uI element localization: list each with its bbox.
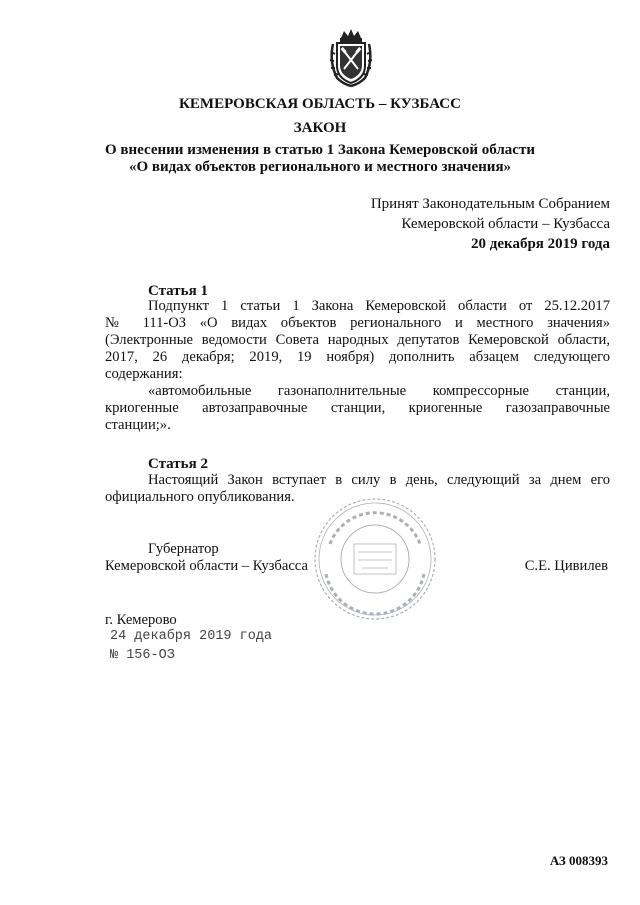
law-title-line-1: О внесении изменения в статью 1 Закона Кемеровской области bbox=[105, 142, 535, 158]
article-1-line: № 111-ОЗ «О видах объектов регионального и местного значения» bbox=[105, 315, 610, 331]
law-title-line-2: «О видах объектов регионального и местного значения» bbox=[128, 159, 512, 175]
article-1-quote-line: станции;». bbox=[105, 417, 171, 433]
region-heading: КЕМЕРОВСКАЯ ОБЛАСТЬ – КУЗБАСС bbox=[179, 96, 461, 112]
article-1-quote-line: криогенные автозаправочные станции, криогенные газозаправочные bbox=[105, 400, 610, 416]
article-1-quote-line: «автомобильные газонаполнительные компрессорные станции, bbox=[148, 383, 610, 399]
form-number: АЗ 008393 bbox=[549, 853, 608, 868]
official-seal-icon bbox=[310, 494, 440, 624]
stamped-number: № 156-ОЗ bbox=[110, 648, 175, 663]
signer-name: С.Е. Цивилев bbox=[524, 558, 608, 574]
article-1-line: (Электронные ведомости Совета народных депутатов Кемеровской области, bbox=[105, 332, 610, 348]
adoption-block bbox=[371, 194, 610, 254]
article-2-line: Настоящий Закон вступает в силу в день, следующий за днем его bbox=[148, 472, 610, 488]
signature-title-line-2: Кемеровской области – Кузбасса bbox=[105, 558, 308, 574]
coat-of-arms-icon bbox=[327, 28, 375, 90]
article-1-text bbox=[105, 298, 610, 434]
stamped-date: 24 декабря 2019 года bbox=[110, 629, 273, 644]
adoption-date: 20 декабря 2019 года bbox=[471, 236, 610, 252]
article-1-line: содержания: bbox=[105, 366, 183, 382]
document-type: ЗАКОН bbox=[293, 120, 347, 136]
signature-title-line-1: Губернатор bbox=[148, 541, 219, 557]
article-2-heading: Статья 2 bbox=[148, 456, 208, 472]
article-2-line: официального опубликования. bbox=[105, 489, 295, 505]
adoption-line-1: Принят Законодательным Собранием bbox=[370, 196, 610, 212]
article-1-heading: Статья 1 bbox=[148, 283, 208, 299]
city: г. Кемерово bbox=[105, 612, 177, 628]
adoption-line-2: Кемеровской области – Кузбасса bbox=[401, 216, 610, 232]
article-1-line: Подпункт 1 статьи 1 Закона Кемеровской области от 25.12.2017 bbox=[148, 298, 610, 314]
article-1-line: 2017, 26 декабря; 2019, 19 ноября) дополнить абзацем следующего bbox=[105, 349, 610, 365]
